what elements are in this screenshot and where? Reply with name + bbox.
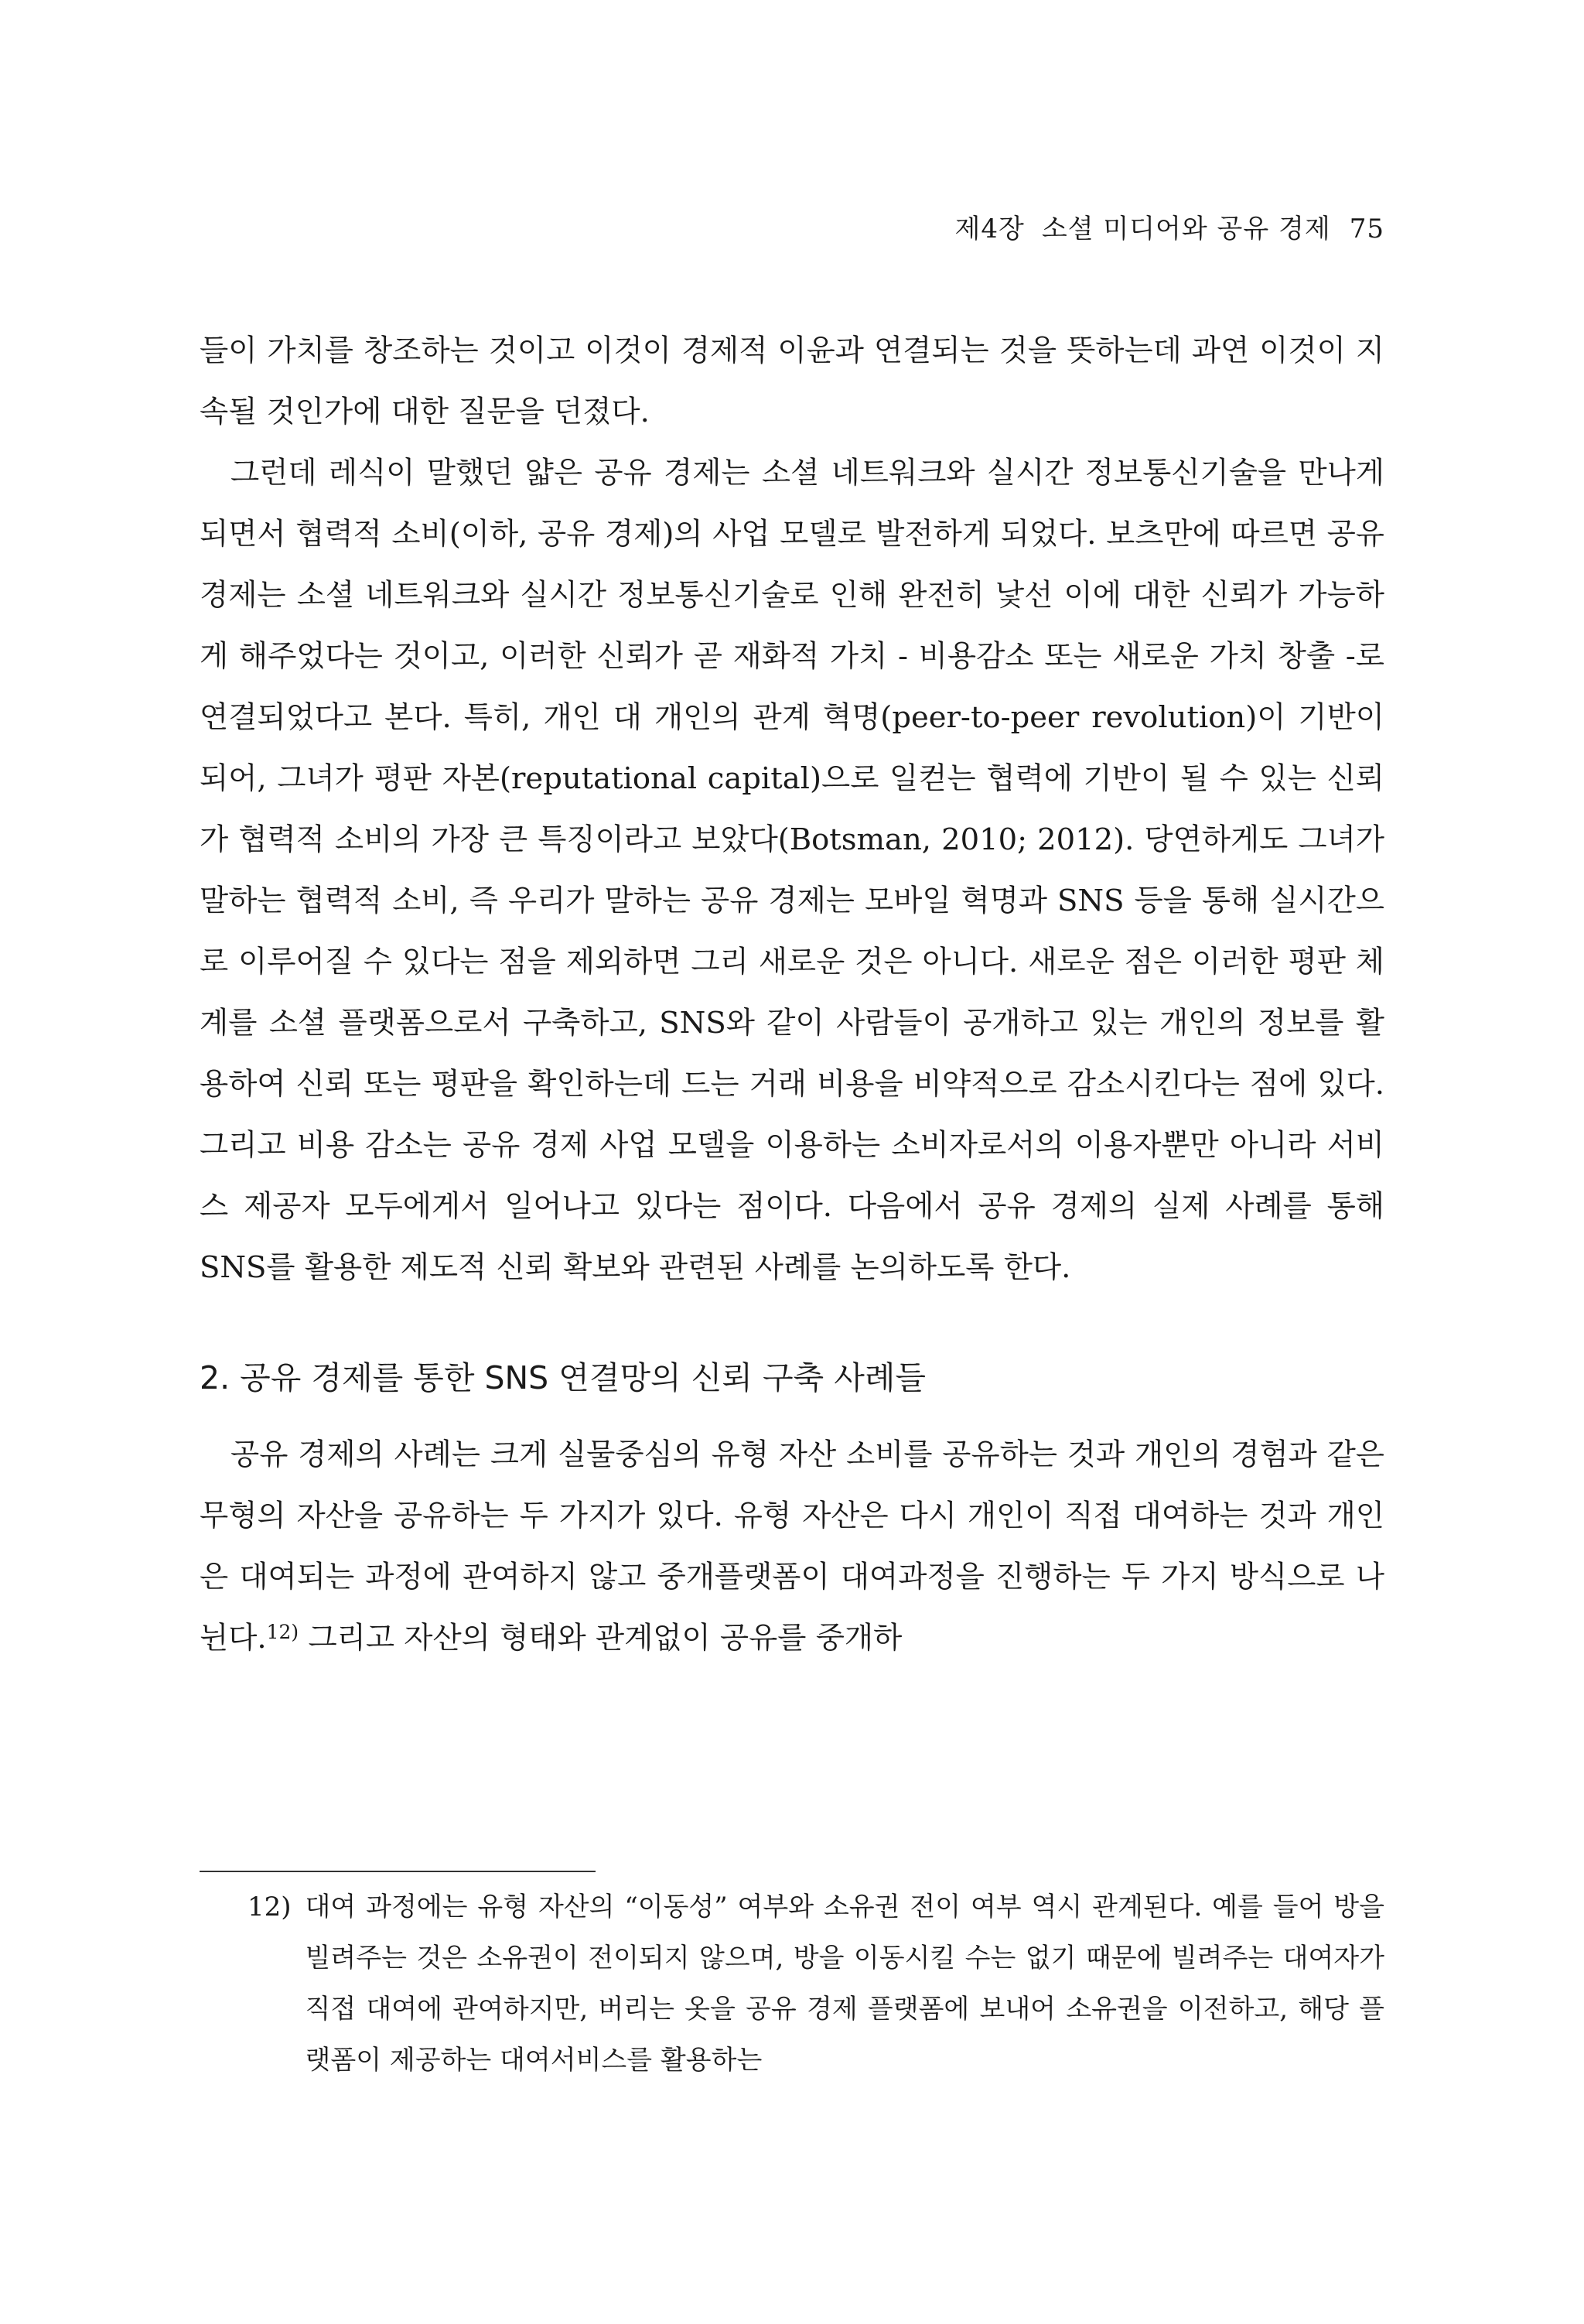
page-number: 75 — [1349, 214, 1384, 244]
chapter-title: 소셜 미디어와 공유 경제 — [1041, 214, 1331, 244]
footnote-divider — [200, 1871, 596, 1872]
chapter-label: 제4장 — [954, 214, 1025, 244]
footnote-number: 12) — [248, 1892, 292, 1922]
running-header — [955, 207, 1384, 245]
paragraph-sharing-economy-trust: 그런데 레식이 말했던 얇은 공유 경제는 소셜 네트워크와 실시간 정보통신기술을 만나게 되면서 협력적 소비(이하, 공유 경제)의 사업 모델로 발전하게 되었다. 보츠만에 따르면 공유 경제는 소셜 네트워크와 실시간 정보통신기술로 인해 완전히 낯선 이에 대한 신뢰가 가능하게 해주었다는 것이고, 이러한 신뢰가 곧 재화적 가치 - 비용감소 또는 새로운 가치 창출 -로 연결되었다고 본다. 특히, 개인 대 개인의 관계 혁명(peer-to-peer revolution)이 기반이 되어, 그녀가 평판 자본(reputational capital)으로 일컫는 협력에 기반이 될 수 있는 신뢰가 협력적 소비의 가장 큰 특징이라고 보았다(Botsman, 2010; 2012). 당연하게도 그녀가 말하는 협력적 소비, 즉 우리가 말하는 공유 경제는 모바일 혁명과 SNS 등을 통해 실시간으로 이루어질 수 있다는 점을 제외하면 그리 새로운 것은 아니다. 새로운 점은 이러한 평판 체계를 소셜 플랫폼으로서 구축하고, SNS와 같이 사람들이 공개하고 있는 개인의 정보를 활용하여 신뢰 또는 평판을 확인하는데 드는 거래 비용을 비약적으로 감소시킨다는 점에 있다. 그리고 비용 감소는 공유 경제 사업 모델을 이용하는 소비자로서의 이용자뿐만 아니라 서비스 제공자 모두에게서 일어나고 있다는 점이다. 다음에서 공유 경제의 실제 사례를 통해 SNS를 활용한 제도적 신뢰 확보와 관련된 사례를 논의하도록 한다. — [200, 456, 1384, 1285]
paragraph-text-before-ref: 공유 경제의 사례는 크게 실물중심의 유형 자산 소비를 공유하는 것과 개인의 경험과 같은 무형의 자산을 공유하는 두 가지가 있다. 유형 자산은 다시 개인이 직접 대여하는 것과 개인은 대여되는 과정에 관여하지 않고 중개플랫폼이 대여과정을 진행하는 두 가지 방식으로 나뉜다. — [200, 1437, 1384, 1656]
body-text — [200, 320, 1384, 1669]
footnote-12 — [248, 1881, 1384, 2086]
section-heading: 2. 공유 경제를 통한 SNS 연결망의 신뢰 구축 사례들 — [200, 1359, 927, 1396]
paragraph-continued: 들이 가치를 창조하는 것이고 이것이 경제적 이윤과 연결되는 것을 뜻하는데 과연 이것이 지속될 것인가에 대한 질문을 던졌다. — [200, 333, 1384, 429]
footnote-reference[interactable]: 12) — [266, 1621, 299, 1643]
paragraph-text-after-ref: 그리고 자산의 형태와 관계없이 공유를 중개하 — [299, 1621, 903, 1656]
paragraph-sharing-cases — [200, 1424, 1384, 1669]
footnote-text: 대여 과정에는 유형 자산의 “이동성” 여부와 소유권 전이 여부 역시 관계된다. 예를 들어 방을 빌려주는 것은 소유권이 전이되지 않으며, 방을 이동시킬 수는 없기 때문에 빌려주는 대여자가 직접 대여에 관여하지만, 버리는 옷을 공유 경제 플랫폼에 보내어 소유권을 이전하고, 해당 플랫폼이 제공하는 대여서비스를 활용하는 — [305, 1892, 1384, 2076]
